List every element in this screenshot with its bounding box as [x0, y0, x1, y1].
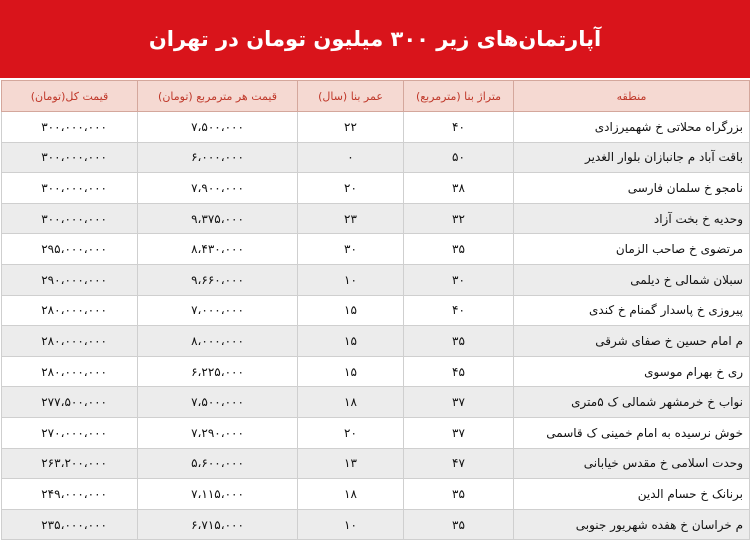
cell-age: ۲۳	[298, 203, 404, 234]
cell-region: خوش نرسیده به امام خمینی ک قاسمی	[514, 417, 750, 448]
cell-total-price: ۲۸۰،۰۰۰،۰۰۰	[2, 356, 138, 387]
cell-total-price: ۲۸۰،۰۰۰،۰۰۰	[2, 326, 138, 357]
cell-price-per-m2: ۷،۱۱۵،۰۰۰	[138, 479, 298, 510]
table-row	[2, 295, 750, 326]
table-row	[2, 326, 750, 357]
cell-price-per-m2: ۷،۰۰۰،۰۰۰	[138, 295, 298, 326]
cell-age: ۰	[298, 142, 404, 173]
cell-price-per-m2: ۷،۹۰۰،۰۰۰	[138, 173, 298, 204]
cell-age: ۱۸	[298, 479, 404, 510]
cell-region: بزرگراه محلاتی خ شهمیرزادی	[514, 112, 750, 143]
table-row	[2, 356, 750, 387]
cell-total-price: ۲۷۷،۵۰۰،۰۰۰	[2, 387, 138, 418]
cell-region: وحدت اسلامی خ مقدس خیابانی	[514, 448, 750, 479]
cell-area: ۳۵	[404, 326, 514, 357]
table-row	[2, 387, 750, 418]
header-price-per-m2: قیمت هر مترمربع (تومان)	[138, 81, 298, 112]
cell-age: ۱۵	[298, 295, 404, 326]
cell-age: ۱۸	[298, 387, 404, 418]
cell-region: مرتضوی خ صاحب الزمان	[514, 234, 750, 265]
cell-price-per-m2: ۶،۰۰۰،۰۰۰	[138, 142, 298, 173]
cell-price-per-m2: ۸،۴۳۰،۰۰۰	[138, 234, 298, 265]
table-row	[2, 417, 750, 448]
header-area: متراژ بنا (مترمربع)	[404, 81, 514, 112]
cell-total-price: ۲۳۵،۰۰۰،۰۰۰	[2, 509, 138, 540]
cell-age: ۲۰	[298, 417, 404, 448]
cell-age: ۲۰	[298, 173, 404, 204]
table-row	[2, 173, 750, 204]
table-row	[2, 448, 750, 479]
cell-total-price: ۲۴۹،۰۰۰،۰۰۰	[2, 479, 138, 510]
cell-region: برنانک خ حسام الدین	[514, 479, 750, 510]
table-header-row	[2, 81, 750, 112]
cell-total-price: ۳۰۰،۰۰۰،۰۰۰	[2, 173, 138, 204]
cell-total-price: ۲۸۰،۰۰۰،۰۰۰	[2, 295, 138, 326]
page-title: آپارتمان‌های زیر ۳۰۰ میلیون تومان در تهران	[148, 27, 602, 51]
cell-age: ۲۲	[298, 112, 404, 143]
cell-age: ۱۵	[298, 326, 404, 357]
cell-total-price: ۲۶۳،۲۰۰،۰۰۰	[2, 448, 138, 479]
cell-region: نامجو خ سلمان فارسی	[514, 173, 750, 204]
header-total-price: قیمت کل(تومان)	[2, 81, 138, 112]
cell-area: ۳۷	[404, 387, 514, 418]
table-row	[2, 479, 750, 510]
cell-price-per-m2: ۸،۰۰۰،۰۰۰	[138, 326, 298, 357]
cell-price-per-m2: ۶،۲۲۵،۰۰۰	[138, 356, 298, 387]
cell-total-price: ۳۰۰،۰۰۰،۰۰۰	[2, 203, 138, 234]
cell-age: ۱۳	[298, 448, 404, 479]
cell-region: م امام حسین خ صفای شرقی	[514, 326, 750, 357]
cell-area: ۴۷	[404, 448, 514, 479]
cell-total-price: ۳۰۰،۰۰۰،۰۰۰	[2, 112, 138, 143]
table-row	[2, 142, 750, 173]
cell-area: ۳۵	[404, 509, 514, 540]
table-row	[2, 264, 750, 295]
cell-total-price: ۲۷۰،۰۰۰،۰۰۰	[2, 417, 138, 448]
cell-area: ۴۵	[404, 356, 514, 387]
cell-price-per-m2: ۷،۵۰۰،۰۰۰	[138, 387, 298, 418]
cell-total-price: ۳۰۰،۰۰۰،۰۰۰	[2, 142, 138, 173]
cell-price-per-m2: ۹،۶۶۰،۰۰۰	[138, 264, 298, 295]
header-region: منطقه	[514, 81, 750, 112]
cell-age: ۱۰	[298, 509, 404, 540]
cell-region: نواب خ خرمشهر شمالی ک ۵متری	[514, 387, 750, 418]
cell-age: ۱۰	[298, 264, 404, 295]
cell-area: ۳۰	[404, 264, 514, 295]
cell-age: ۳۰	[298, 234, 404, 265]
cell-area: ۴۰	[404, 295, 514, 326]
cell-total-price: ۲۹۰،۰۰۰،۰۰۰	[2, 264, 138, 295]
header-age: عمر بنا (سال)	[298, 81, 404, 112]
cell-price-per-m2: ۶،۷۱۵،۰۰۰	[138, 509, 298, 540]
cell-region: سبلان شمالی خ دیلمی	[514, 264, 750, 295]
table-row	[2, 234, 750, 265]
table-row	[2, 203, 750, 234]
cell-price-per-m2: ۹،۳۷۵،۰۰۰	[138, 203, 298, 234]
cell-region: م خراسان خ هفده شهریور جنوبی	[514, 509, 750, 540]
cell-area: ۳۷	[404, 417, 514, 448]
cell-area: ۳۲	[404, 203, 514, 234]
cell-area: ۳۸	[404, 173, 514, 204]
cell-price-per-m2: ۷،۵۰۰،۰۰۰	[138, 112, 298, 143]
apartments-table	[1, 80, 750, 540]
cell-area: ۴۰	[404, 112, 514, 143]
table-row	[2, 509, 750, 540]
cell-price-per-m2: ۵،۶۰۰،۰۰۰	[138, 448, 298, 479]
cell-area: ۵۰	[404, 142, 514, 173]
cell-region: ری خ بهرام موسوی	[514, 356, 750, 387]
cell-region: باقت آباد م جانبازان بلوار الغدیر	[514, 142, 750, 173]
table-row	[2, 112, 750, 143]
cell-region: پیروزی خ پاسدار گمنام خ کندی	[514, 295, 750, 326]
cell-area: ۳۵	[404, 479, 514, 510]
cell-region: وحدیه خ بخت آزاد	[514, 203, 750, 234]
cell-total-price: ۲۹۵،۰۰۰،۰۰۰	[2, 234, 138, 265]
cell-area: ۳۵	[404, 234, 514, 265]
cell-age: ۱۵	[298, 356, 404, 387]
title-bar	[0, 0, 750, 78]
cell-price-per-m2: ۷،۲۹۰،۰۰۰	[138, 417, 298, 448]
